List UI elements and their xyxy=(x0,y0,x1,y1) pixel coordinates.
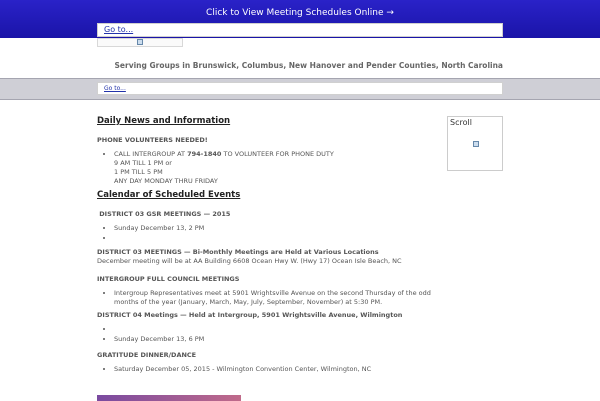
site-tagline: Serving Groups in Brunswick, Columbus, New Hanover and Pender Counties, North Carolina xyxy=(114,61,503,70)
list-item-empty xyxy=(114,325,435,334)
district-04-list xyxy=(97,325,435,344)
calendar-heading: Calendar of Scheduled Events xyxy=(97,190,241,201)
scroll-widget-title: Scroll xyxy=(450,118,472,127)
phone-volunteers-heading: PHONE VOLUNTEERS NEEDED! xyxy=(97,135,208,144)
broken-image-icon xyxy=(473,141,479,147)
gratitude-list xyxy=(97,365,435,374)
main-content xyxy=(97,116,435,378)
list-item: • CALL INTERGROUP AT 794-1840 TO VOLUNTEER FOR PHONE DUTY 9 AM TILL 1 PM or 1 PM TILL 5 PM ANY DAY MONDAY THRU FRIDAY xyxy=(114,150,435,186)
logo-image xyxy=(97,38,183,47)
goto-dropdown-top-label[interactable]: Go to... xyxy=(104,25,134,34)
broken-image-icon xyxy=(137,39,143,45)
district-03-heading: DISTRICT 03 MEETINGS — Bi-Monthly Meetings are Held at Various Locations xyxy=(97,247,379,256)
meeting-schedules-link[interactable]: Click to View Meeting Schedules Online → xyxy=(206,8,394,18)
goto-dropdown-main-label[interactable]: Go to... xyxy=(104,85,126,92)
list-item-empty xyxy=(114,234,435,243)
district-03-text: December meeting will be at AA Building 6608 Ocean Hwy W. (Hwy 17) Ocean Isle Beach, NC xyxy=(97,256,402,265)
gratitude-heading: GRATITUDE DINNER/DANCE xyxy=(97,351,197,360)
list-item: • Saturday December 05, 2015 - Wilmington Convention Center, Wilmington, NC xyxy=(114,365,435,374)
council-heading: INTERGROUP FULL COUNCIL MEETINGS xyxy=(97,274,240,283)
goto-dropdown-top[interactable] xyxy=(97,23,503,37)
list-item: • Sunday December 13, 6 PM xyxy=(114,335,435,344)
council-list xyxy=(97,289,435,307)
gsr-meetings-heading: DISTRICT 03 GSR MEETINGS — 2015 xyxy=(97,210,231,219)
phone-volunteer-list xyxy=(97,150,435,186)
news-heading: Daily News and Information xyxy=(97,116,231,126)
goto-dropdown-main[interactable] xyxy=(97,82,503,95)
scroll-widget xyxy=(447,116,503,171)
event-photo xyxy=(97,395,241,401)
list-item: • Intergroup Representatives meet at 5901 Wrightsville Avenue on the second Thursday of the odd months of the year (January, March, May, July, September, November) at 5:30 PM. xyxy=(114,289,435,307)
list-item: • Sunday December 13, 2 PM xyxy=(114,224,435,233)
district-04-heading: DISTRICT 04 Meetings — Held at Intergroup, 5901 Wrightsville Avenue, Wilmington xyxy=(97,311,403,319)
gsr-meetings-list xyxy=(97,224,435,243)
phone-number: 794-1840 xyxy=(187,149,222,158)
